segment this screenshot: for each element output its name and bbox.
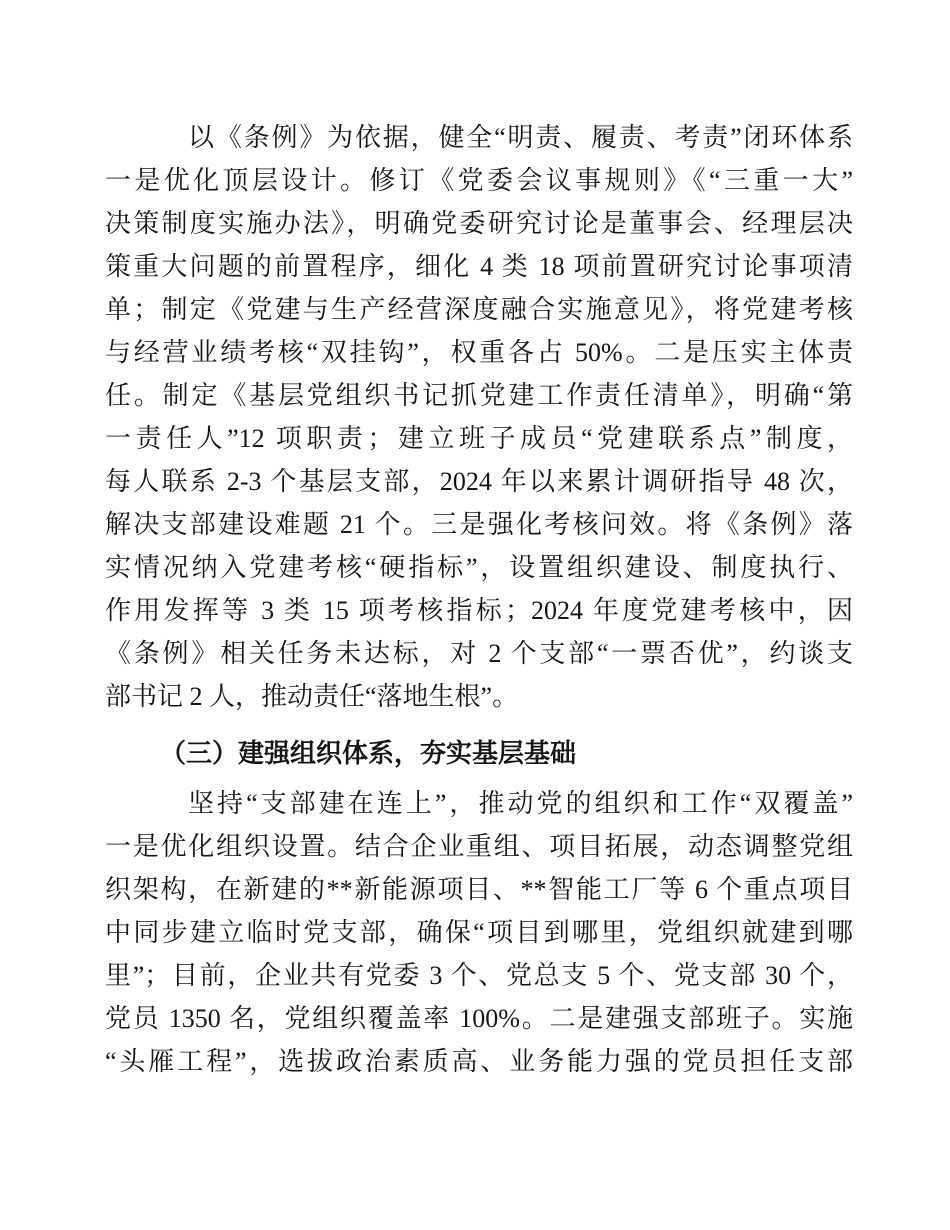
text-line: 每人联系 2-3 个基层支部，2024 年以来累计调研指导 48 次， <box>105 467 853 496</box>
text-line: 里”；目前，企业共有党委 3 个、党总支 5 个、党支部 30 个， <box>105 961 853 990</box>
text-line: 单；制定《党建与生产经营深度融合实施意见》，将党建考核 <box>105 295 853 324</box>
text-line: 部书记 2 人，推动责任“落地生根”。 <box>105 682 519 711</box>
text-line: 实情况纳入党建考核“硬指标”，设置组织建设、制度执行、 <box>105 553 853 582</box>
text-line: 一是优化组织设置。结合企业重组、项目拓展，动态调整党组 <box>105 832 853 861</box>
text-line: 中同步建立临时党支部，确保“项目到哪里，党组织就建到哪 <box>105 918 853 947</box>
text-line: 策重大问题的前置程序，细化 4 类 18 项前置研究讨论事项清 <box>105 252 853 281</box>
text-line: 《条例》相关任务未达标，对 2 个支部“一票否优”，约谈支 <box>105 639 853 668</box>
text-line: 以《条例》为依据，健全“明责、履责、考责”闭环体系 <box>188 123 853 152</box>
text-line: 解决支部建设难题 21 个。三是强化考核问效。将《条例》落 <box>105 510 853 539</box>
paragraph <box>105 782 853 1083</box>
text-line: 织架构，在新建的**新能源项目、**智能工厂等 6 个重点项目 <box>105 875 853 904</box>
text-line: 任。制定《基层党组织书记抓党建工作责任清单》，明确“第 <box>105 381 853 410</box>
text-line: 坚持“支部建在连上”，推动党的组织和工作“双覆盖” <box>188 789 853 818</box>
text-line: “头雁工程”，选拔政治素质高、业务能力强的党员担任支部 <box>105 1047 853 1076</box>
text-line: 一责任人”12 项职责；建立班子成员“党建联系点”制度， <box>105 424 853 453</box>
text-line: 与经营业绩考核“双挂钩”，权重各占 50%。二是压实主体责 <box>105 338 853 367</box>
text-line: 决策制度实施办法》，明确党委研究讨论是董事会、经理层决 <box>105 209 853 238</box>
section-heading: （三）建强组织体系，夯实基层基础 <box>160 739 577 768</box>
text-line: 党员 1350 名，党组织覆盖率 100%。二是建强支部班子。实施 <box>105 1004 853 1033</box>
text-line: 一是优化顶层设计。修订《党委会议事规则》《“三重一大” <box>105 166 853 195</box>
text-line: 作用发挥等 3 类 15 项考核指标；2024 年度党建考核中，因 <box>105 596 853 625</box>
paragraph <box>105 116 853 718</box>
